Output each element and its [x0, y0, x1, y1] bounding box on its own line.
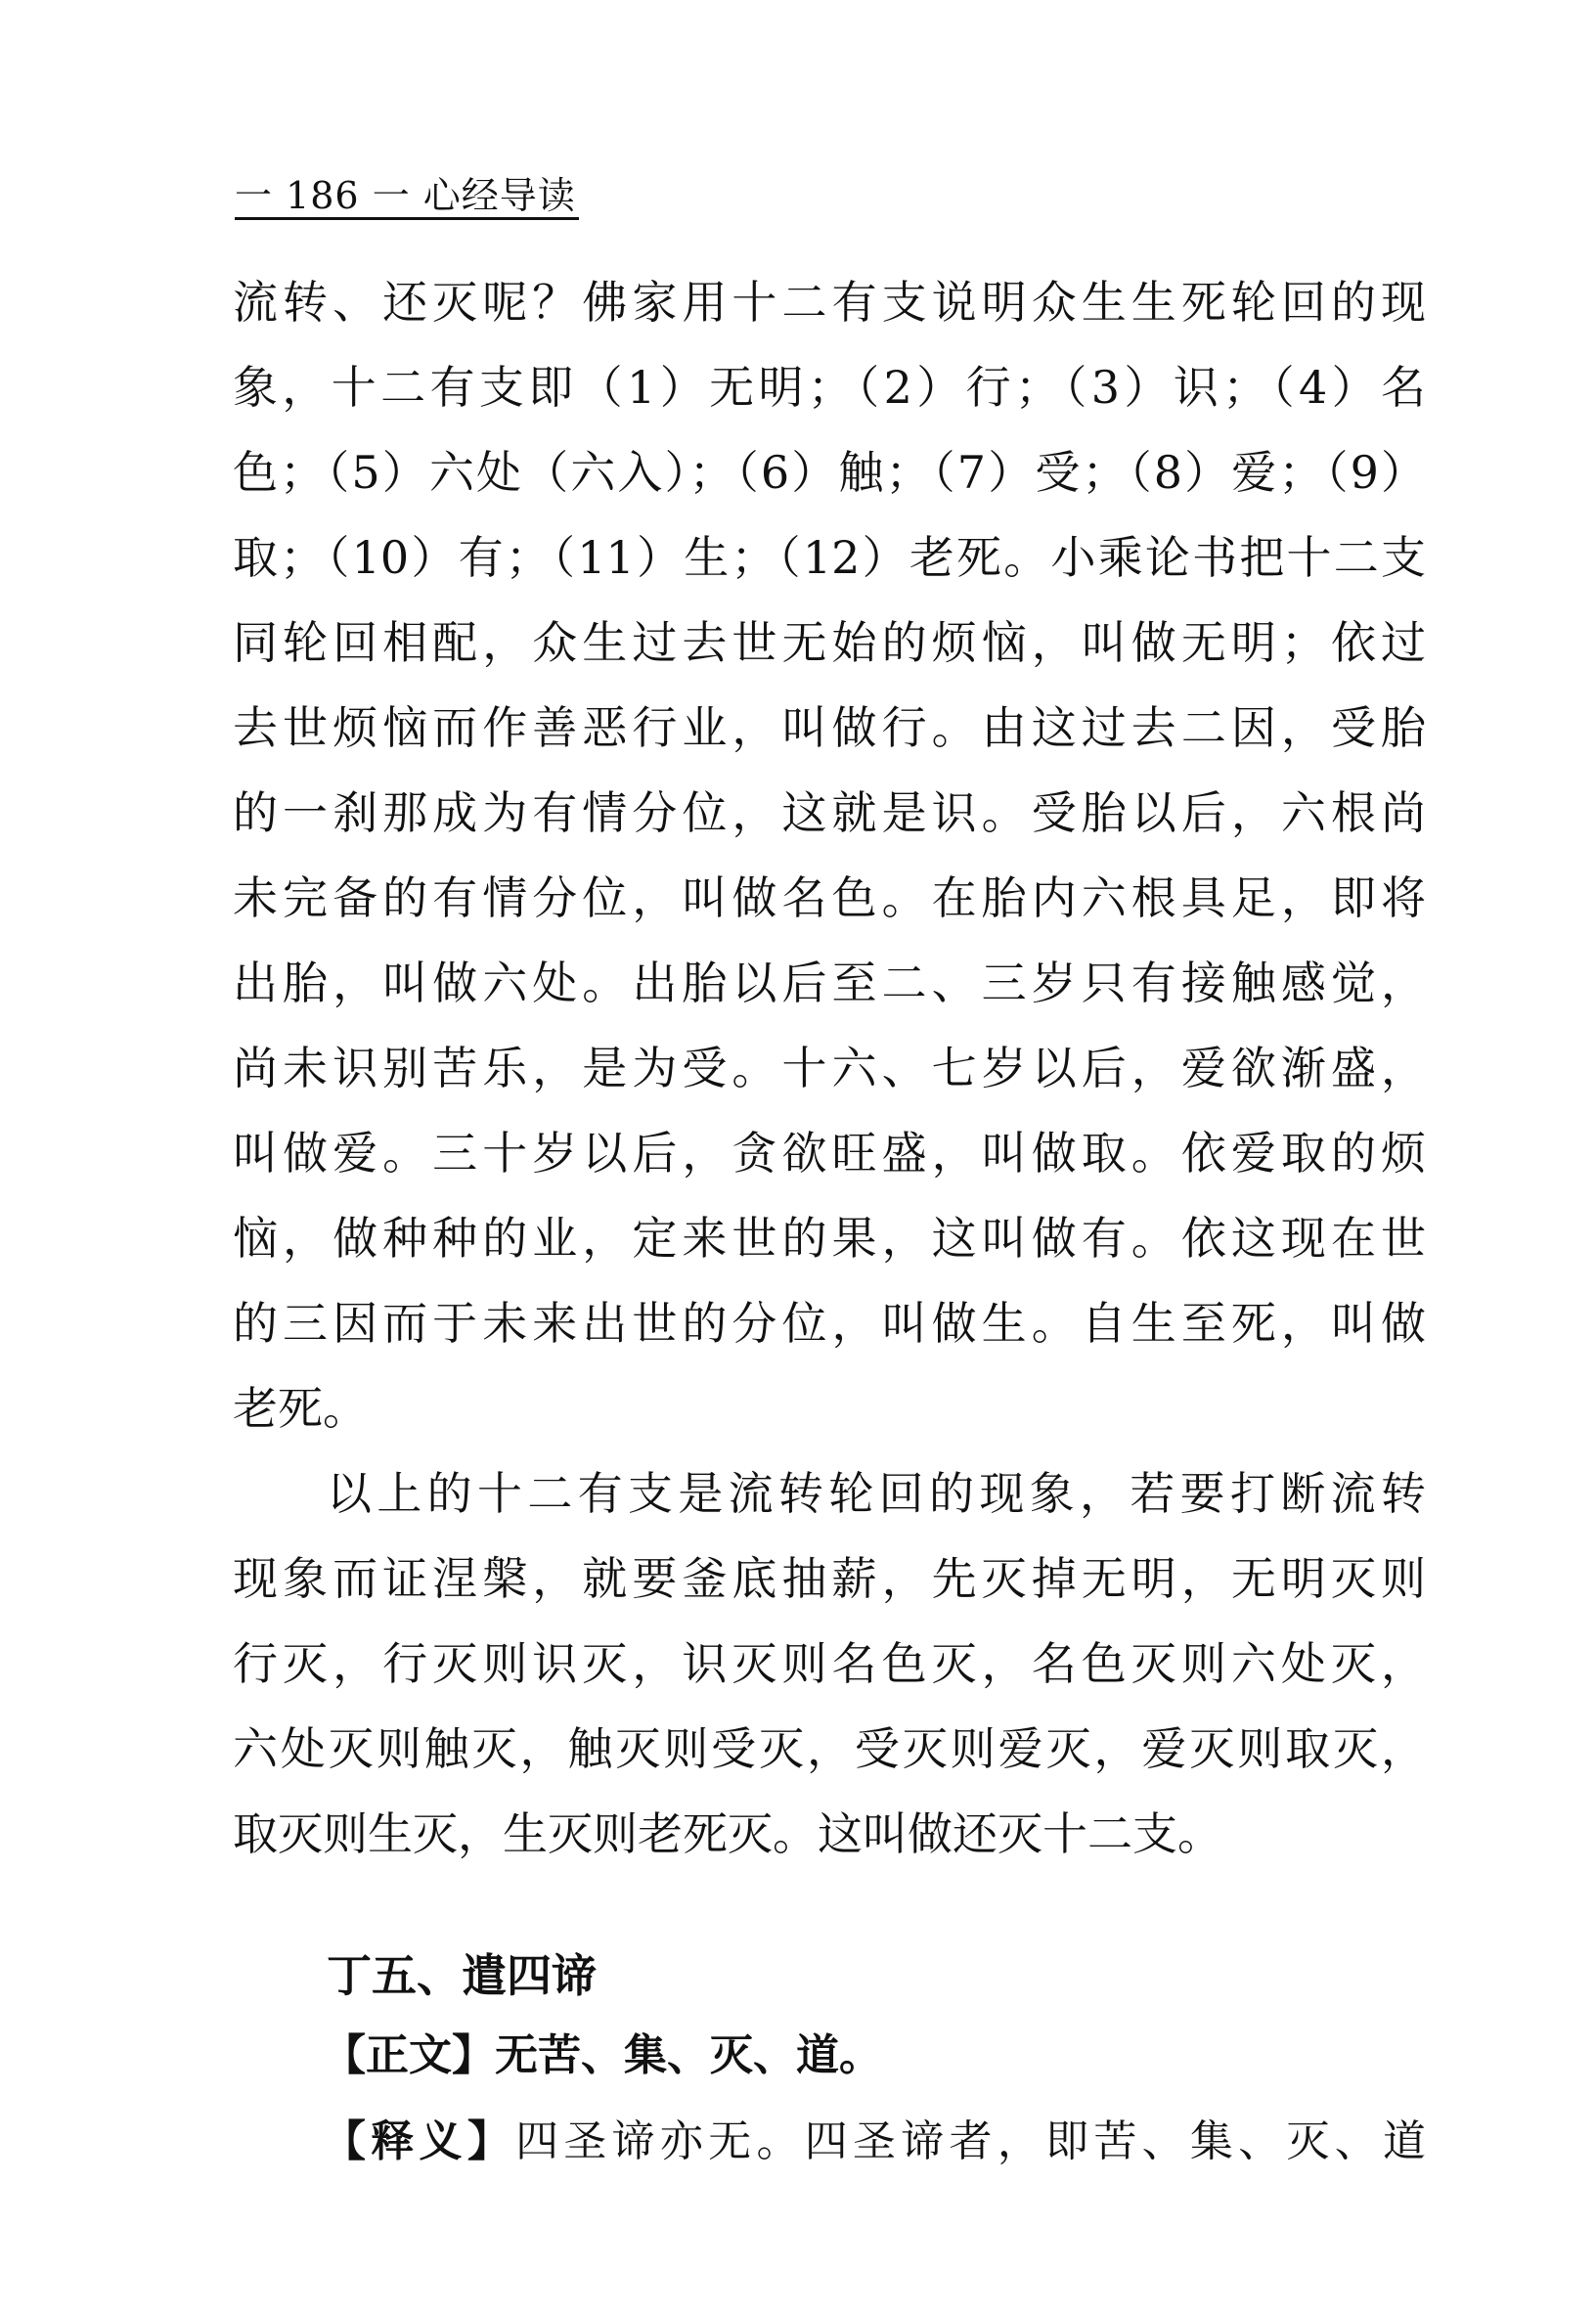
text-line: 以上的十二有支是流转轮回的现象，若要打断流转 [327, 1467, 1426, 1520]
text-line: 去世烦恼而作善恶行业，叫做行。由这过去二因，受胎 [233, 701, 1426, 754]
verse-label: 【正文】 [323, 2030, 495, 2080]
text-line: 老死。 [233, 1382, 368, 1435]
text-line: 取；（10）有；（11）生；（12）老死。小乘论书把十二支 [233, 531, 1426, 584]
running-header: 一 186 一 心经导读 [235, 174, 576, 217]
text-line: 尚未识别苦乐，是为受。十六、七岁以后，爱欲渐盛， [233, 1042, 1426, 1094]
text-line: 行灭，行灭则识灭，识灭则名色灭，名色灭则六处灭， [233, 1637, 1426, 1690]
text-line: 出胎，叫做六处。出胎以后至二、三岁只有接触感觉， [233, 957, 1426, 1009]
text-line: 六处灭则触灭，触灭则受灭，受灭则爱灭，爱灭则取灭， [233, 1722, 1426, 1775]
paragraph-reverse-links [233, 1451, 1426, 1877]
explanation-label: 【释义】 [323, 2116, 516, 2166]
verse-line [323, 2026, 882, 2085]
text-line: 叫做爱。三十岁以后，贪欲旺盛，叫做取。依爱取的烦 [233, 1127, 1426, 1180]
paragraph-twelve-links [233, 260, 1426, 1451]
text-line: 取灭则生灭，生灭则老死灭。这叫做还灭十二支。 [233, 1807, 1222, 1860]
text-line: 现象而证涅槃，就要釜底抽薪，先灭掉无明，无明灭则 [233, 1552, 1426, 1605]
text-line: 的一刹那成为有情分位，这就是识。受胎以后，六根尚 [233, 786, 1426, 839]
text-line: 流转、还灭呢？佛家用十二有支说明众生生死轮回的现 [233, 276, 1426, 329]
explanation-text: 四圣谛亦无。四圣谛者，即苦、集、灭、道 [515, 2116, 1427, 2166]
text-line: 同轮回相配，众生过去世无始的烦恼，叫做无明；依过 [233, 616, 1426, 669]
text-line: 象，十二有支即（1）无明；（2）行；（3）识；（4）名 [233, 361, 1426, 414]
verse-text: 无苦、集、灭、道。 [495, 2030, 882, 2080]
text-line: 的三因而于未来出世的分位，叫做生。自生至死，叫做 [233, 1297, 1426, 1350]
text-line: 恼，做种种的业，定来世的果，这叫做有。依这现在世 [233, 1212, 1426, 1265]
header-rule [235, 217, 579, 220]
text-line: 未完备的有情分位，叫做名色。在胎内六根具足，即将 [233, 871, 1426, 924]
explanation-line [323, 2113, 1426, 2171]
text-line: 色；（5）六处（六入）；（6）触；（7）受；（8）爱；（9） [233, 446, 1426, 499]
section-heading: 丁五、遣四谛 [327, 1949, 597, 2002]
